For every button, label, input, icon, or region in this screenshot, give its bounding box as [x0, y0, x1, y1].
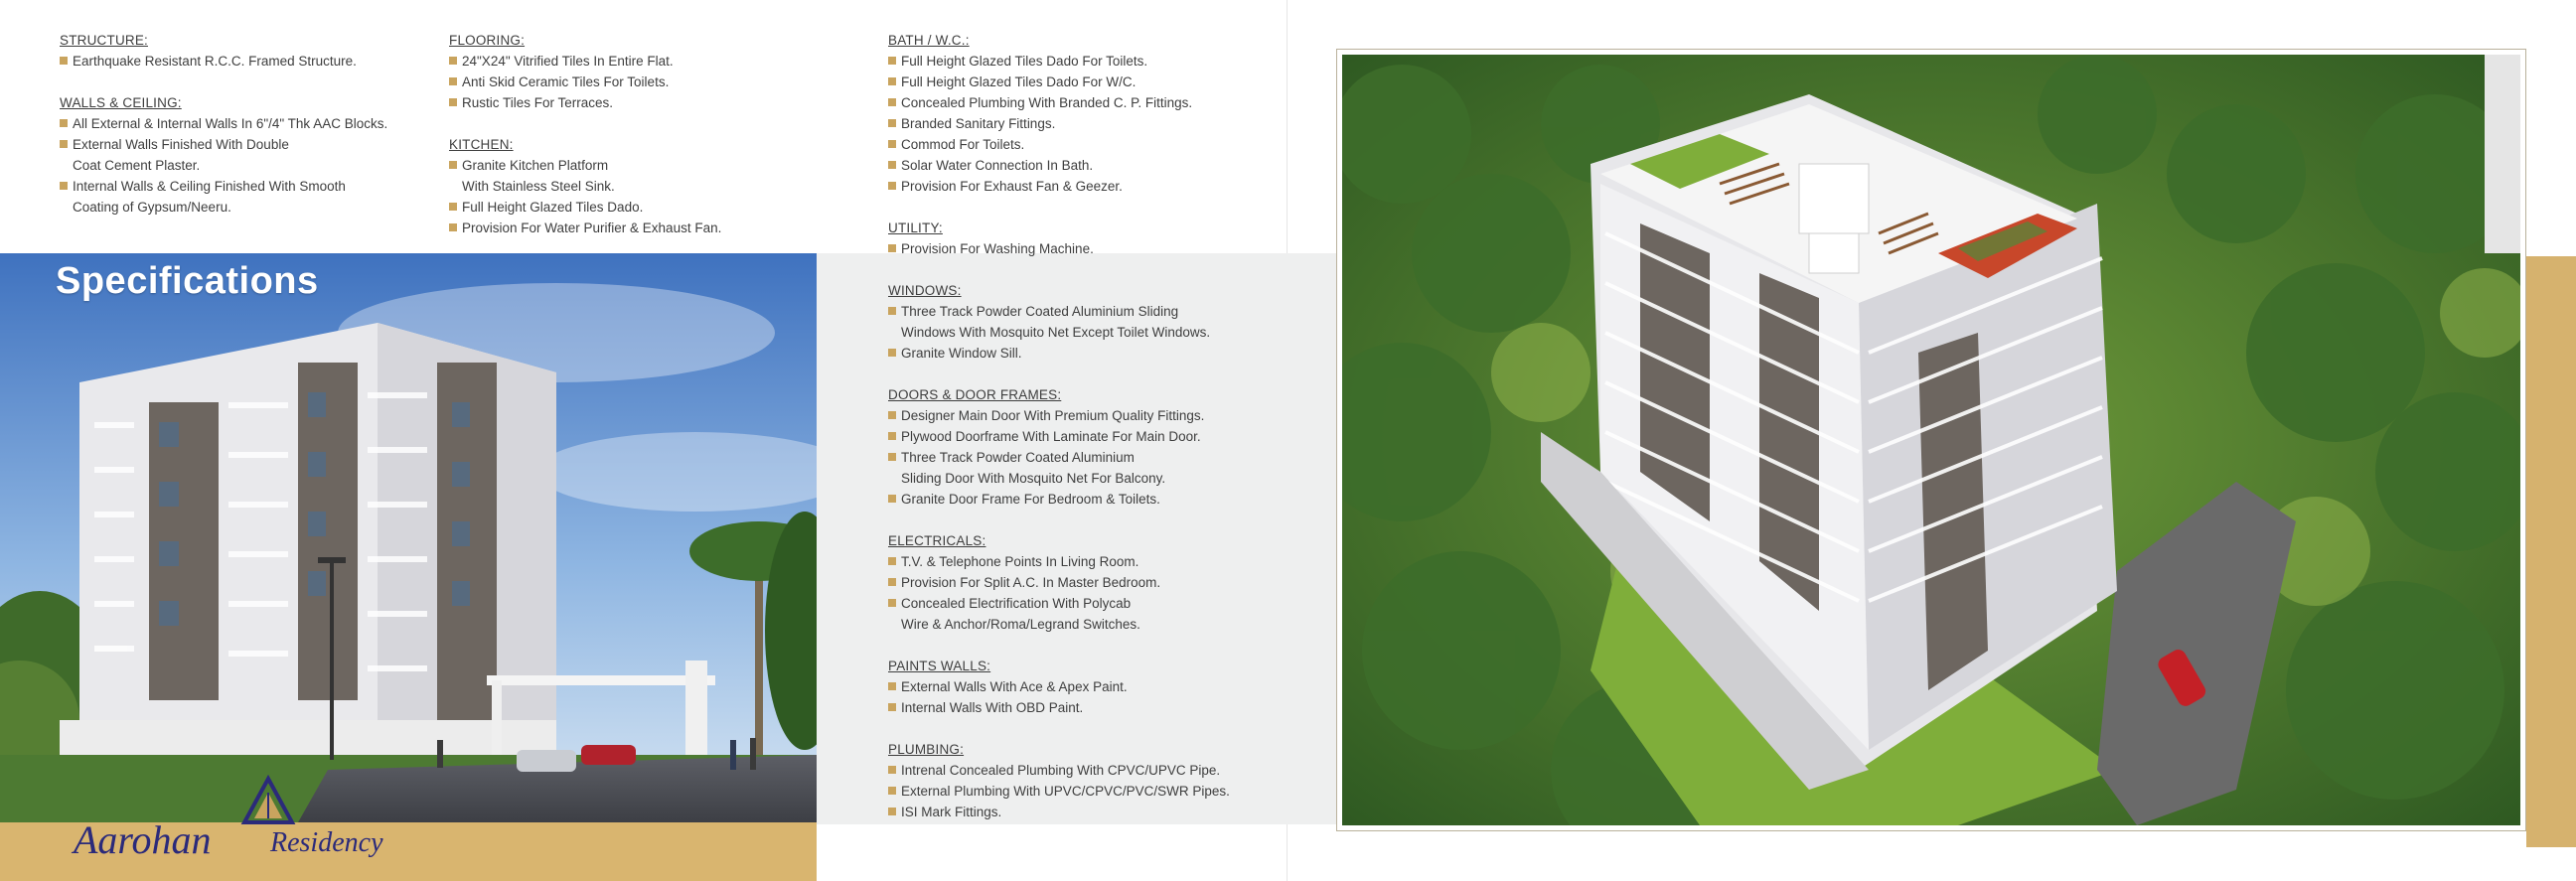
bullet-icon: [449, 77, 457, 85]
doors-item-continuation: Sliding Door With Mosquito Net For Balcony.: [901, 471, 1166, 486]
bullet-icon: [888, 703, 896, 711]
electricals-item: T.V. & Telephone Points In Living Room.: [888, 551, 1230, 572]
bullet-icon: [888, 244, 896, 252]
building-elevation-photo: [0, 253, 817, 822]
kitchen-item: Full Height Glazed Tiles Dado.: [449, 197, 721, 218]
paints-heading: PAINTS WALLS:: [888, 659, 991, 673]
walls-item: Internal Walls & Ceiling Finished With Smooth: [60, 176, 387, 197]
flooring-item: Anti Skid Ceramic Tiles For Toilets.: [449, 72, 721, 92]
doors-item: Plywood Doorframe With Laminate For Main Door.: [888, 426, 1230, 447]
walls-heading: WALLS & CEILING:: [60, 95, 182, 110]
bullet-icon: [888, 349, 896, 357]
walls-item: External Walls Finished With Double: [60, 134, 387, 155]
bullet-icon: [449, 203, 457, 211]
gold-band-right: [2526, 256, 2576, 847]
bullet-icon: [888, 77, 896, 85]
bath-item: Full Height Glazed Tiles Dado For W/C.: [888, 72, 1230, 92]
kitchen-item: Granite Kitchen Platform: [449, 155, 721, 176]
kitchen-heading: KITCHEN:: [449, 137, 514, 152]
utility-item: Provision For Washing Machine.: [888, 238, 1230, 259]
bullet-icon: [888, 682, 896, 690]
bullet-icon: [60, 140, 68, 148]
utility-heading: UTILITY:: [888, 220, 943, 235]
plumbing-item: ISI Mark Fittings.: [888, 802, 1230, 822]
brand-name: Aarohan: [74, 817, 212, 862]
bullet-icon: [888, 808, 896, 815]
bullet-icon: [888, 307, 896, 315]
windows-item: Three Track Powder Coated Aluminium Sliding: [888, 301, 1230, 322]
bullet-icon: [888, 599, 896, 607]
doors-item: Three Track Powder Coated Aluminium: [888, 447, 1230, 468]
structure-item: Earthquake Resistant R.C.C. Framed Structure.: [60, 51, 387, 72]
bullet-icon: [60, 57, 68, 65]
electricals-heading: ELECTRICALS:: [888, 533, 986, 548]
walls-item-continuation: Coating of Gypsum/Neeru.: [73, 200, 231, 215]
bullet-icon: [60, 182, 68, 190]
building-elevation-illustration: [0, 253, 817, 822]
bullet-icon: [449, 161, 457, 169]
bullet-icon: [888, 411, 896, 419]
bullet-icon: [888, 453, 896, 461]
bullet-icon: [888, 57, 896, 65]
bullet-icon: [60, 119, 68, 127]
bullet-icon: [449, 57, 457, 65]
flooring-item: 24"X24" Vitrified Tiles In Entire Flat.: [449, 51, 721, 72]
bullet-icon: [888, 787, 896, 795]
structure-heading: STRUCTURE:: [60, 33, 148, 48]
bullet-icon: [888, 98, 896, 106]
windows-heading: WINDOWS:: [888, 283, 962, 298]
plumbing-item: External Plumbing With UPVC/CPVC/PVC/SWR Pipes.: [888, 781, 1230, 802]
plumbing-heading: PLUMBING:: [888, 742, 965, 757]
walls-item: All External & Internal Walls In 6"/4" Thk AAC Blocks.: [60, 113, 387, 134]
bullet-icon: [888, 495, 896, 503]
windows-item: Granite Window Sill.: [888, 343, 1230, 364]
flooring-heading: FLOORING:: [449, 33, 526, 48]
windows-item-continuation: Windows With Mosquito Net Except Toilet Windows.: [901, 325, 1211, 340]
plumbing-item: Intrenal Concealed Plumbing With CPVC/UPVC Pipe.: [888, 760, 1230, 781]
bullet-icon: [449, 223, 457, 231]
doors-item: Granite Door Frame For Bedroom & Toilets.: [888, 489, 1230, 510]
doors-item: Designer Main Door With Premium Quality Fittings.: [888, 405, 1230, 426]
electricals-item: Provision For Split A.C. In Master Bedroom.: [888, 572, 1230, 593]
kitchen-item-continuation: With Stainless Steel Sink.: [462, 179, 615, 194]
aerial-view-photo: [1342, 55, 2520, 825]
bullet-icon: [888, 161, 896, 169]
page-title: Specifications: [56, 260, 319, 302]
bath-item: Commod For Toilets.: [888, 134, 1230, 155]
electricals-item: Concealed Electrification With Polycab: [888, 593, 1230, 614]
kitchen-item: Provision For Water Purifier & Exhaust Fan.: [449, 218, 721, 238]
paints-item: Internal Walls With OBD Paint.: [888, 697, 1230, 718]
doors-heading: DOORS & DOOR FRAMES:: [888, 387, 1062, 402]
bullet-icon: [888, 432, 896, 440]
bullet-icon: [888, 557, 896, 565]
spec-column-1: [60, 30, 387, 218]
brand-suffix: Residency: [270, 827, 383, 858]
bath-item: Solar Water Connection In Bath.: [888, 155, 1230, 176]
bath-item: Branded Sanitary Fittings.: [888, 113, 1230, 134]
bath-item: Full Height Glazed Tiles Dado For Toilets.: [888, 51, 1230, 72]
bath-heading: BATH / W.C.:: [888, 33, 970, 48]
flooring-item: Rustic Tiles For Terraces.: [449, 92, 721, 113]
walls-item-continuation: Coat Cement Plaster.: [73, 158, 201, 173]
bath-item: Concealed Plumbing With Branded C. P. Fittings.: [888, 92, 1230, 113]
spec-column-2: [449, 30, 721, 238]
bullet-icon: [888, 182, 896, 190]
bullet-icon: [888, 119, 896, 127]
bullet-icon: [888, 140, 896, 148]
aerial-view-illustration: [1342, 55, 2520, 825]
electricals-item-continuation: Wire & Anchor/Roma/Legrand Switches.: [901, 617, 1140, 632]
paints-item: External Walls With Ace & Apex Paint.: [888, 676, 1230, 697]
bullet-icon: [888, 578, 896, 586]
bath-item: Provision For Exhaust Fan & Geezer.: [888, 176, 1230, 197]
spec-column-3: [888, 30, 1230, 822]
bullet-icon: [449, 98, 457, 106]
bullet-icon: [888, 766, 896, 774]
